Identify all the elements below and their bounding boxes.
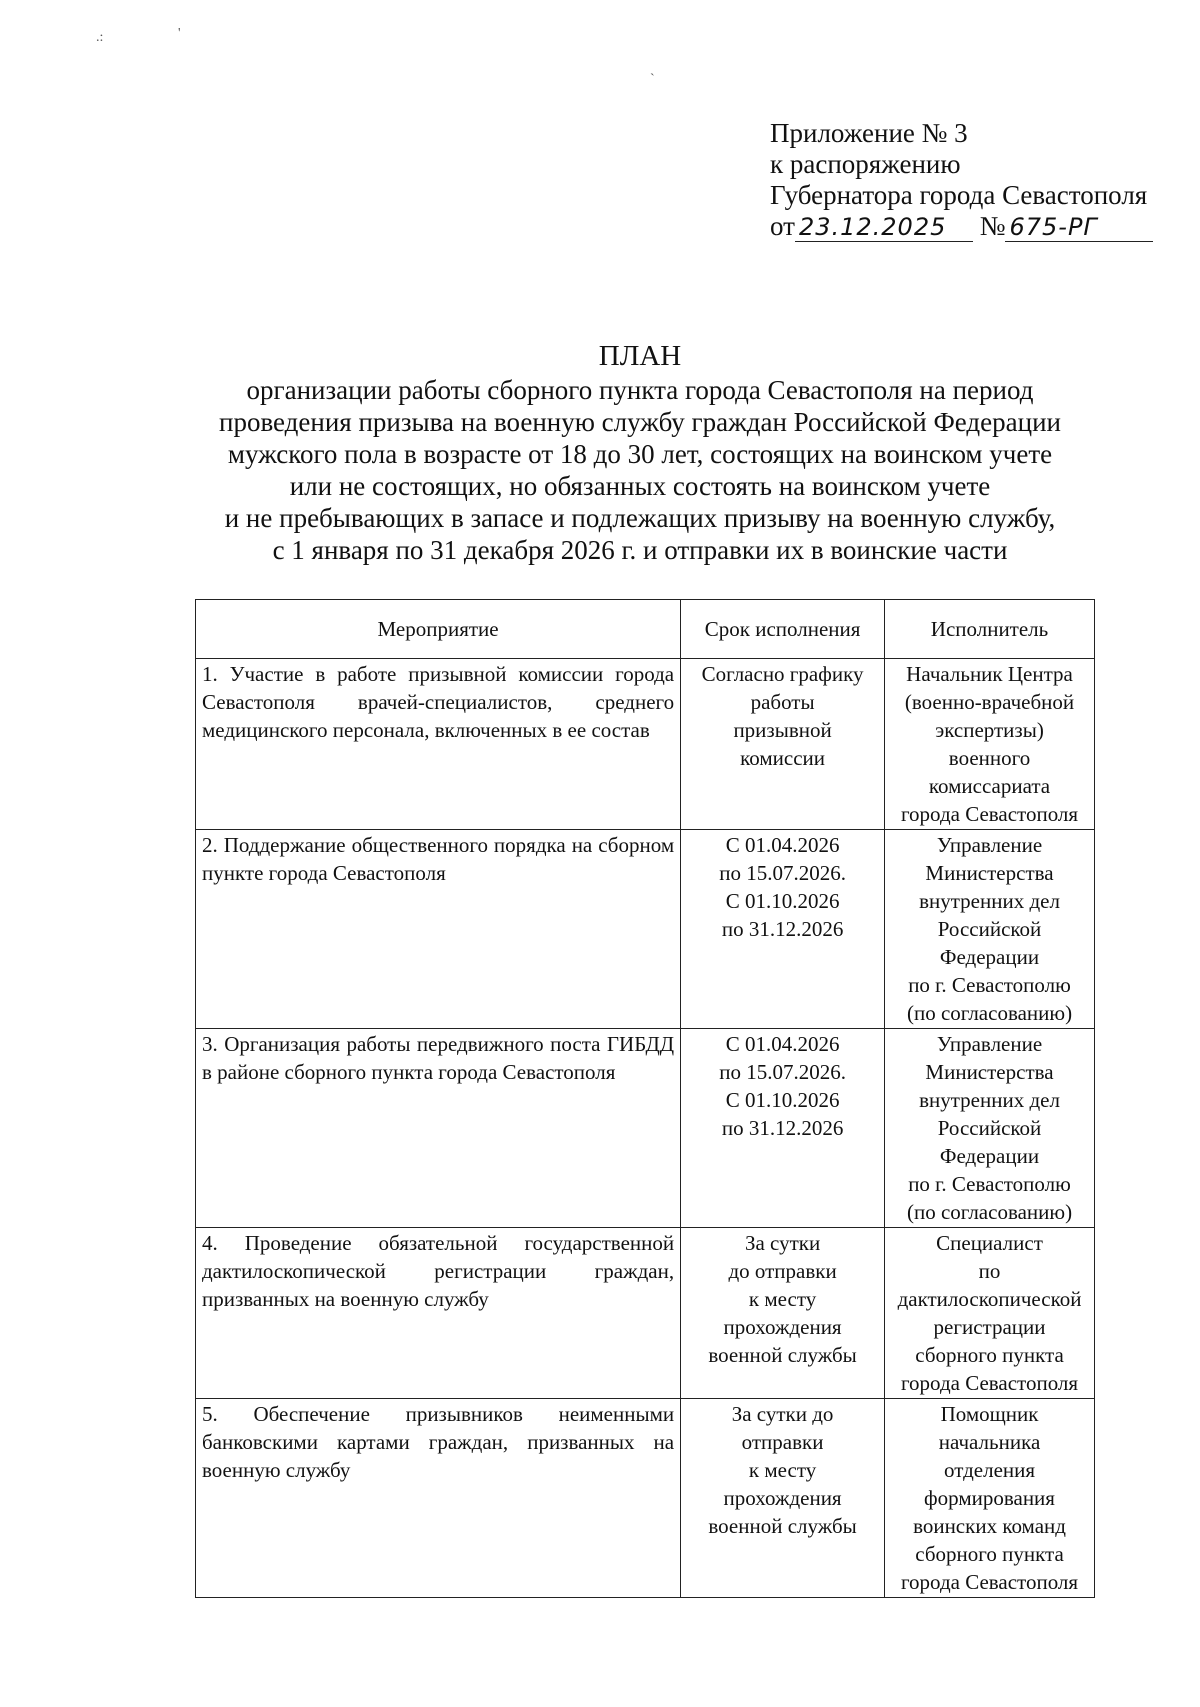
executor-cell	[885, 659, 1095, 830]
executor-line: Начальник Центра	[906, 662, 1073, 686]
term-line: по 15.07.2026.	[719, 1060, 846, 1084]
document-title	[190, 340, 1090, 566]
event-cell: 4. Проведение обязательной государственной дактилоскопической регистрации граждан, призванных на военную службу	[196, 1228, 681, 1399]
executor-cell	[885, 830, 1095, 1029]
executor-line: военного	[948, 746, 1031, 770]
plan-table	[195, 599, 1095, 1598]
table-row	[196, 830, 1095, 1029]
executor-line: начальника	[938, 1430, 1041, 1454]
appendix-line: к распоряжению	[770, 149, 961, 179]
term-line: работы	[750, 690, 815, 714]
handwritten-date: 23.12.2025	[795, 213, 973, 242]
term-line: За сутки до	[731, 1402, 834, 1426]
appendix-line: Губернатора города Севастополя	[770, 180, 1148, 210]
table-header-row	[196, 600, 1095, 659]
term-line: по 15.07.2026.	[719, 861, 846, 885]
title-line: с 1 января по 31 декабря 2026 г. и отправки их в воинские части	[272, 535, 1008, 565]
executor-line: Министерства	[925, 1060, 1054, 1084]
executor-line: Федерации	[939, 945, 1040, 969]
handwritten-number: 675-РГ	[1005, 213, 1153, 242]
scan-speck: '	[178, 26, 181, 41]
executor-line: внутренних дел	[919, 1088, 1060, 1112]
appendix-line: Приложение № 3	[770, 118, 968, 148]
title-line: проведения призыва на военную службу граждан Российской Федерации	[219, 407, 1061, 437]
executor-line: экспертизы)	[935, 718, 1044, 742]
executor-line: Российской	[937, 917, 1042, 941]
term-cell	[681, 659, 885, 830]
event-cell: 3. Организация работы передвижного поста ГИБДД в районе сборного пункта города Севастополя	[196, 1029, 681, 1228]
title-line: организации работы сборного пункта города Севастополя на период	[246, 375, 1034, 405]
header-event: Мероприятие	[196, 600, 681, 659]
executor-line: сборного пункта	[915, 1542, 1064, 1566]
table-row	[196, 1228, 1095, 1399]
from-label: от	[770, 211, 795, 241]
term-line: военной службы	[708, 1343, 857, 1367]
table-row	[196, 1399, 1095, 1598]
executor-line: по г. Севастополю	[908, 973, 1071, 997]
event-cell: 1. Участие в работе призывной комиссии города Севастополя врачей-специалистов, среднего медицинского персонала, включенных в ее состав	[196, 659, 681, 830]
scan-speck: .:	[96, 30, 104, 45]
term-line: прохождения	[723, 1486, 842, 1510]
executor-line: комиссариата	[928, 774, 1051, 798]
executor-line: Управление	[936, 833, 1043, 857]
title-line: и не пребывающих в запасе и подлежащих призыву на военную службу,	[224, 503, 1056, 533]
table-row	[196, 659, 1095, 830]
executor-line: (военно-врачебной	[904, 690, 1075, 714]
term-line: С 01.04.2026	[725, 833, 840, 857]
term-line: по 31.12.2026	[721, 917, 844, 941]
appendix-date-line	[770, 211, 1153, 242]
title-heading: ПЛАН	[598, 340, 682, 372]
table-row	[196, 1029, 1095, 1228]
header-term: Срок исполнения	[681, 600, 885, 659]
executor-line: города Севастополя	[900, 1570, 1079, 1594]
executor-line: Министерства	[925, 861, 1054, 885]
executor-line: внутренних дел	[919, 889, 1060, 913]
executor-cell	[885, 1228, 1095, 1399]
title-line: мужского пола в возрасте от 18 до 30 лет, состоящих на воинском учете	[227, 439, 1053, 469]
appendix-block	[770, 118, 1153, 242]
term-line: С 01.10.2026	[725, 1088, 840, 1112]
term-line: С 01.04.2026	[725, 1032, 840, 1056]
term-line: отправки	[741, 1430, 824, 1454]
term-line: до отправки	[728, 1259, 837, 1283]
executor-line: Специалист	[936, 1231, 1043, 1255]
scan-speck: `	[650, 72, 655, 87]
header-executor: Исполнитель	[885, 600, 1095, 659]
term-line: к месту	[748, 1458, 817, 1482]
term-line: по 31.12.2026	[721, 1116, 844, 1140]
executor-line: формирования	[924, 1486, 1055, 1510]
executor-line: (по согласованию)	[906, 1200, 1073, 1224]
executor-line: города Севастополя	[900, 802, 1079, 826]
executor-cell	[885, 1399, 1095, 1598]
executor-line: отделения	[943, 1458, 1036, 1482]
executor-line: дактилоскопической	[897, 1287, 1082, 1311]
executor-line: регистрации	[933, 1315, 1046, 1339]
term-line: комиссии	[740, 746, 826, 770]
executor-line: города Севастополя	[900, 1371, 1079, 1395]
executor-line: Помощник	[940, 1402, 1039, 1426]
executor-line: (по согласованию)	[906, 1001, 1073, 1025]
term-line: к месту	[748, 1287, 817, 1311]
executor-line: Российской	[937, 1116, 1042, 1140]
executor-line: Федерации	[939, 1144, 1040, 1168]
term-line: Согласно графику	[701, 662, 864, 686]
term-line: призывной	[733, 718, 832, 742]
executor-line: по	[978, 1259, 1001, 1283]
executor-line: по г. Севастополю	[908, 1172, 1071, 1196]
event-cell: 5. Обеспечение призывников неименными банковскими картами граждан, призванных на военную службу	[196, 1399, 681, 1598]
term-line: прохождения	[723, 1315, 842, 1339]
executor-cell	[885, 1029, 1095, 1228]
term-cell	[681, 1029, 885, 1228]
executor-line: Управление	[936, 1032, 1043, 1056]
title-line: или не состоящих, но обязанных состоять на воинском учете	[289, 471, 991, 501]
executor-line: воинских команд	[913, 1514, 1066, 1538]
term-line: С 01.10.2026	[725, 889, 840, 913]
term-cell	[681, 830, 885, 1029]
term-line: военной службы	[708, 1514, 857, 1538]
term-cell	[681, 1228, 885, 1399]
event-cell: 2. Поддержание общественного порядка на сборном пункте города Севастополя	[196, 830, 681, 1029]
number-label: №	[979, 211, 1006, 241]
executor-line: сборного пункта	[915, 1343, 1064, 1367]
term-line: За сутки	[744, 1231, 821, 1255]
term-cell	[681, 1399, 885, 1598]
